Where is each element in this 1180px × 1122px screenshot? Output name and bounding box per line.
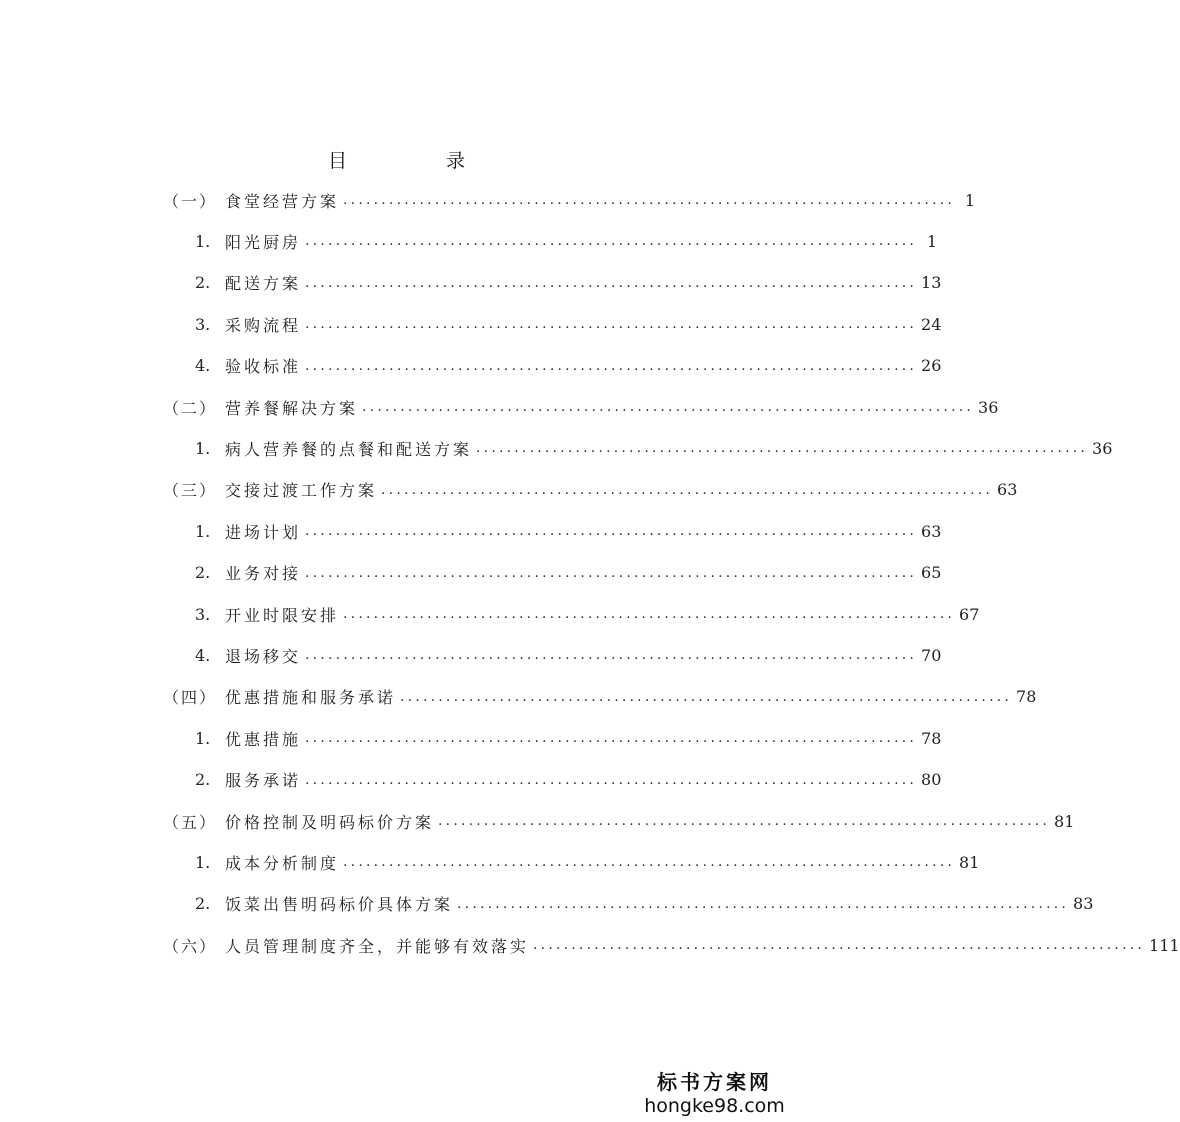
toc-dot-leader: ................................................................................ <box>305 564 918 581</box>
toc-dot-leader: ................................................................................ <box>305 523 918 540</box>
toc-dot-leader: ................................................................................ <box>343 606 956 622</box>
toc-entry[interactable] <box>0 933 1180 957</box>
toc-entry-number: （五） <box>163 812 218 832</box>
toc-entry-title: 病人营养餐的点餐和配送方案 <box>225 439 473 459</box>
toc-entry-page-number: 36 <box>1092 438 1113 458</box>
toc-entry-number: （一） <box>163 191 218 211</box>
toc-entry[interactable] <box>0 395 999 419</box>
toc-entry[interactable] <box>0 892 1094 916</box>
toc-dot-leader: ................................................................................ <box>438 813 1051 829</box>
toc-entry-title: 成本分析制度 <box>225 853 340 873</box>
toc-entry-title: 营养餐解决方案 <box>225 398 359 418</box>
toc-dot-leader: ................................................................................ <box>343 854 956 871</box>
toc-dot-leader: ................................................................................ <box>305 647 918 664</box>
toc-entry-title: 服务承诺 <box>225 771 302 791</box>
toc-entry-page-number: 13 <box>921 273 942 293</box>
toc-dot-leader: ................................................................................ <box>533 937 1146 954</box>
toc-entry-number: 1. <box>195 438 211 458</box>
toc-entry-number: （三） <box>163 481 218 501</box>
toc-dot-leader: ................................................................................ <box>305 233 918 250</box>
toc-entry[interactable] <box>0 768 942 792</box>
toc-entry-title: 配送方案 <box>225 274 302 294</box>
toc-entry-page-number: 63 <box>997 480 1018 500</box>
toc-dot-leader: ................................................................................ <box>305 274 918 291</box>
toc-entry[interactable] <box>0 188 976 212</box>
toc-entry-page-number: 1 <box>926 231 938 251</box>
toc-entry-page-number: 26 <box>921 356 942 376</box>
toc-dot-leader: ................................................................................ <box>457 895 1070 912</box>
toc-entry-number: （四） <box>163 688 218 708</box>
toc-entry-title: 采购流程 <box>225 315 302 335</box>
toc-entry-title: 优惠措施 <box>225 729 302 749</box>
toc-entry-page-number: 111 <box>1149 935 1180 955</box>
toc-entry-page-number: 81 <box>1054 811 1075 831</box>
toc-dot-leader: ................................................................................ <box>381 481 994 498</box>
toc-entry-number: 2. <box>195 770 211 790</box>
toc-entry-page-number: 63 <box>921 521 942 541</box>
toc-entry-number: 2. <box>195 563 211 583</box>
toc-entry-page-number: 70 <box>921 645 942 665</box>
toc-entry[interactable] <box>0 685 1037 709</box>
toc-entry[interactable] <box>0 809 1075 833</box>
toc-dot-leader: ................................................................................ <box>305 730 918 747</box>
toc-entry-number: 3. <box>195 604 211 624</box>
toc-dot-leader: ................................................................................ <box>476 440 1089 457</box>
toc-entry-page-number: 67 <box>959 604 980 624</box>
toc-entry-page-number: 83 <box>1073 894 1094 914</box>
toc-entry-number: （二） <box>163 398 218 418</box>
toc-entry-number: 1. <box>195 852 211 872</box>
toc-dot-leader: ................................................................................ <box>362 399 975 415</box>
toc-entry-number: 1. <box>195 728 211 748</box>
toc-entry-title: 阳光厨房 <box>225 232 302 252</box>
toc-entry[interactable] <box>0 229 938 253</box>
toc-entry[interactable] <box>0 726 942 750</box>
toc-entry[interactable] <box>0 478 1018 502</box>
toc-entry-page-number: 78 <box>921 728 942 748</box>
toc-entry-number: 4. <box>195 645 211 665</box>
toc-entry-number: （六） <box>163 936 218 956</box>
toc-dot-leader: ................................................................................ <box>305 316 918 333</box>
toc-entry-page-number: 81 <box>959 852 980 872</box>
toc-entry[interactable] <box>0 519 942 543</box>
toc-entry-title: 交接过渡工作方案 <box>225 481 378 501</box>
toc-dot-leader: ................................................................................ <box>343 192 956 208</box>
watermark-site-name: 标书方案网 <box>657 1070 772 1094</box>
toc-entry[interactable] <box>0 354 942 378</box>
toc-entry-number: 2. <box>195 894 211 914</box>
toc-entry[interactable] <box>0 643 942 667</box>
toc-entry-title: 饭菜出售明码标价具体方案 <box>225 895 454 915</box>
toc-entry-title: 开业时限安排 <box>225 605 340 625</box>
toc-entry-page-number: 78 <box>1016 687 1037 707</box>
toc-entry-title: 优惠措施和服务承诺 <box>225 688 397 708</box>
toc-entry-page-number: 24 <box>921 314 942 334</box>
toc-entry[interactable] <box>0 436 1113 460</box>
toc-dot-leader: ................................................................................ <box>305 357 918 374</box>
toc-entry-number: 3. <box>195 314 211 334</box>
watermark-logo <box>642 1070 787 1118</box>
toc-entry-page-number: 36 <box>978 397 999 417</box>
toc-entry-title: 退场移交 <box>225 646 302 666</box>
page-title: 目 录 <box>327 150 505 172</box>
toc-entry-title: 业务对接 <box>225 564 302 584</box>
watermark-url: hongke98.com <box>644 1095 785 1117</box>
toc-entry[interactable] <box>0 561 942 585</box>
toc-entry-title: 人员管理制度齐全，并能够有效落实 <box>225 936 530 956</box>
toc-entry-number: 1. <box>195 521 211 541</box>
toc-entry-title: 食堂经营方案 <box>225 191 340 211</box>
toc-entry-number: 1. <box>195 231 211 251</box>
toc-entry[interactable] <box>0 312 942 336</box>
toc-entry-title: 进场计划 <box>225 522 302 542</box>
toc-entry-page-number: 1 <box>964 190 976 210</box>
toc-entry-title: 验收标准 <box>225 357 302 377</box>
toc-dot-leader: ................................................................................ <box>400 688 1013 705</box>
toc-entry-number: 2. <box>195 273 211 293</box>
toc-entry[interactable] <box>0 602 980 626</box>
toc-entry-page-number: 65 <box>921 563 942 583</box>
toc-entry-page-number: 80 <box>921 770 942 790</box>
toc-entry[interactable] <box>0 271 942 295</box>
toc-dot-leader: ................................................................................ <box>305 771 918 788</box>
toc-entry-number: 4. <box>195 356 211 376</box>
toc-entry-title: 价格控制及明码标价方案 <box>225 812 435 832</box>
toc-entry[interactable] <box>0 850 980 874</box>
